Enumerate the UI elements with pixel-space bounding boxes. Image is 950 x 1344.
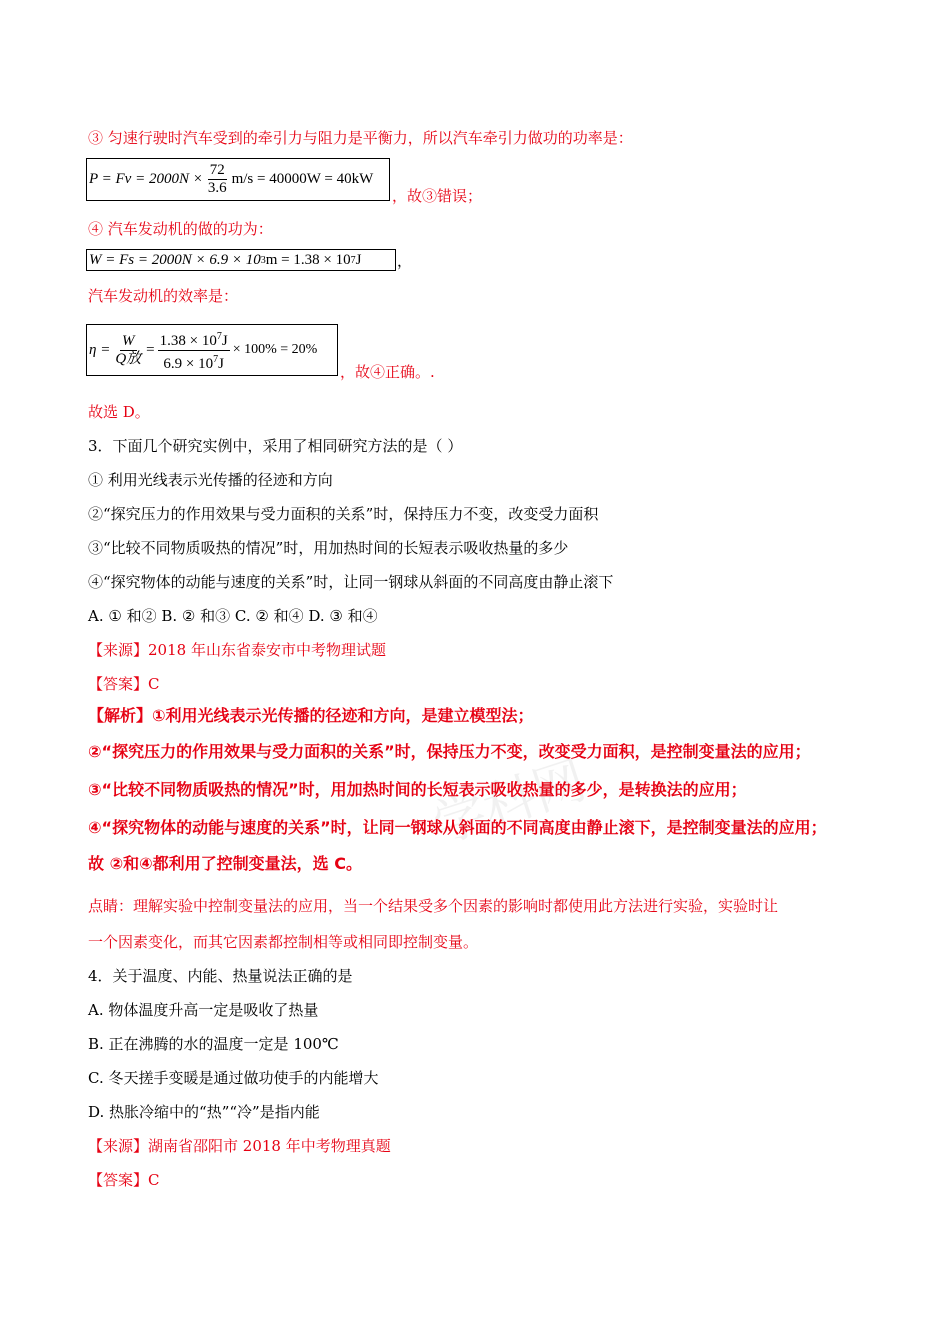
formula2-mid: m = 1.38 × 10	[265, 251, 351, 268]
q3-statement-4: ④“探究物体的动能与速度的关系”时，让同一钢球从斜面的不同高度由静止滚下	[88, 573, 614, 591]
q2-item4-conclusion: ，故④正确。.	[340, 363, 435, 381]
formula1-denominator: 3.6	[207, 180, 227, 196]
formula3-eta: η =	[89, 341, 111, 358]
q3-source: 【来源】2018 年山东省泰安市中考物理试题	[88, 641, 386, 659]
q3-stem: 3．下面几个研究实例中，采用了相同研究方法的是（ ）	[88, 437, 463, 455]
formula2-exp2: 7	[350, 254, 356, 266]
formula3-fraction1	[113, 333, 143, 368]
q4-option-b: B. 正在沸腾的水的温度一定是 100℃	[88, 1035, 339, 1053]
formula3-frac1-den: Q放	[115, 350, 142, 367]
q2-item3-text: ③ 匀速行驶时汽车受到的牵引力与阻力是平衡力，所以汽车牵引力做功的功率是：	[88, 129, 633, 147]
q4-answer: 【答案】C	[88, 1171, 160, 1189]
q3-analysis-5: 故 ②和④都利用了控制变量法，选 C。	[88, 854, 362, 873]
q2-item3-conclusion: ，故③错误；	[392, 187, 483, 205]
q3-analysis-1: 【解析】①利用光线表示光传播的径迹和方向，是建立模型法；	[88, 706, 534, 725]
formula1-numerator: 72	[209, 162, 225, 178]
formula3-frac1-num: W	[122, 332, 135, 349]
q3-answer: 【答案】C	[88, 675, 160, 693]
q4-stem: 4．关于温度、内能、热量说法正确的是	[88, 967, 353, 985]
watermark: 学科网	[426, 750, 594, 856]
q3-analysis-3: ③“比较不同物质吸热的情况”时，用加热时间的长短表示吸收热量的多少，是转换法的应用；	[88, 780, 747, 799]
q2-item4-text: ④ 汽车发动机的做的功为：	[88, 220, 273, 238]
frac2-den-base: 6.9 × 10	[163, 355, 214, 372]
q4-source: 【来源】湖南省邵阳市 2018 年中考物理真题	[88, 1137, 391, 1155]
formula3-rhs: × 100% = 20%	[232, 342, 318, 357]
formula1-lhs: P = Fv = 2000N ×	[89, 171, 203, 187]
q2-choice: 故选 D。	[88, 403, 150, 421]
efficiency-formula	[86, 324, 338, 376]
formula3-frac2-den	[161, 351, 226, 373]
formula2-exp1: 3	[260, 254, 266, 266]
frac2-num-base: 1.38 × 10	[159, 332, 217, 349]
q3-statement-3: ③“比较不同物质吸热的情况”时，用加热时间的长短表示吸收热量的多少	[88, 539, 569, 557]
formula2-unit: J	[355, 251, 362, 268]
work-formula	[86, 249, 396, 271]
formula3-frac2-num	[158, 328, 230, 351]
q4-option-d: D. 热胀冷缩中的“热”“冷”是指内能	[88, 1103, 320, 1121]
formula2-lhs: W = Fs = 2000N × 6.9 × 10	[89, 251, 261, 268]
q3-analysis-2: ②“探究压力的作用效果与受力面积的关系”时，保持压力不变，改变受力面积，是控制变量法的应用；	[88, 742, 811, 761]
q4-option-c: C. 冬天搓手变暖是通过做功使手的内能增大	[88, 1069, 379, 1087]
power-formula	[86, 158, 390, 201]
frac2-den-exp: 7	[213, 353, 219, 365]
q2-efficiency-text: 汽车发动机的效率是：	[88, 287, 239, 305]
q4-option-a: A. 物体温度升高一定是吸收了热量	[88, 1001, 319, 1019]
formula3-eq: =	[146, 341, 155, 358]
frac2-den-unit: J	[218, 355, 224, 372]
formula2-tail: ，	[397, 252, 413, 270]
formula1-rhs: m/s = 40000W = 40kW	[231, 171, 374, 187]
q3-tip-2: 一个因素变化，而其它因素都控制相等或相同即控制变量。	[88, 933, 479, 951]
formula1-fraction	[206, 162, 229, 197]
q3-options: A. ① 和② B. ② 和③ C. ② 和④ D. ③ 和④	[88, 607, 378, 625]
q3-analysis-4: ④“探究物体的动能与速度的关系”时，让同一钢球从斜面的不同高度由静止滚下，是控制变量法的应用；	[88, 818, 827, 837]
frac2-num-unit: J	[221, 332, 228, 349]
q3-statement-2: ②“探究压力的作用效果与受力面积的关系”时，保持压力不变，改变受力面积	[88, 505, 599, 523]
formula3-fraction2	[158, 328, 230, 373]
frac2-num-exp: 7	[216, 330, 222, 342]
q3-statement-1: ① 利用光线表示光传播的径迹和方向	[88, 471, 333, 489]
q3-tip-1: 点睛：理解实验中控制变量法的应用，当一个结果受多个因素的影响时都使用此方法进行实验，实验时让	[88, 897, 779, 915]
